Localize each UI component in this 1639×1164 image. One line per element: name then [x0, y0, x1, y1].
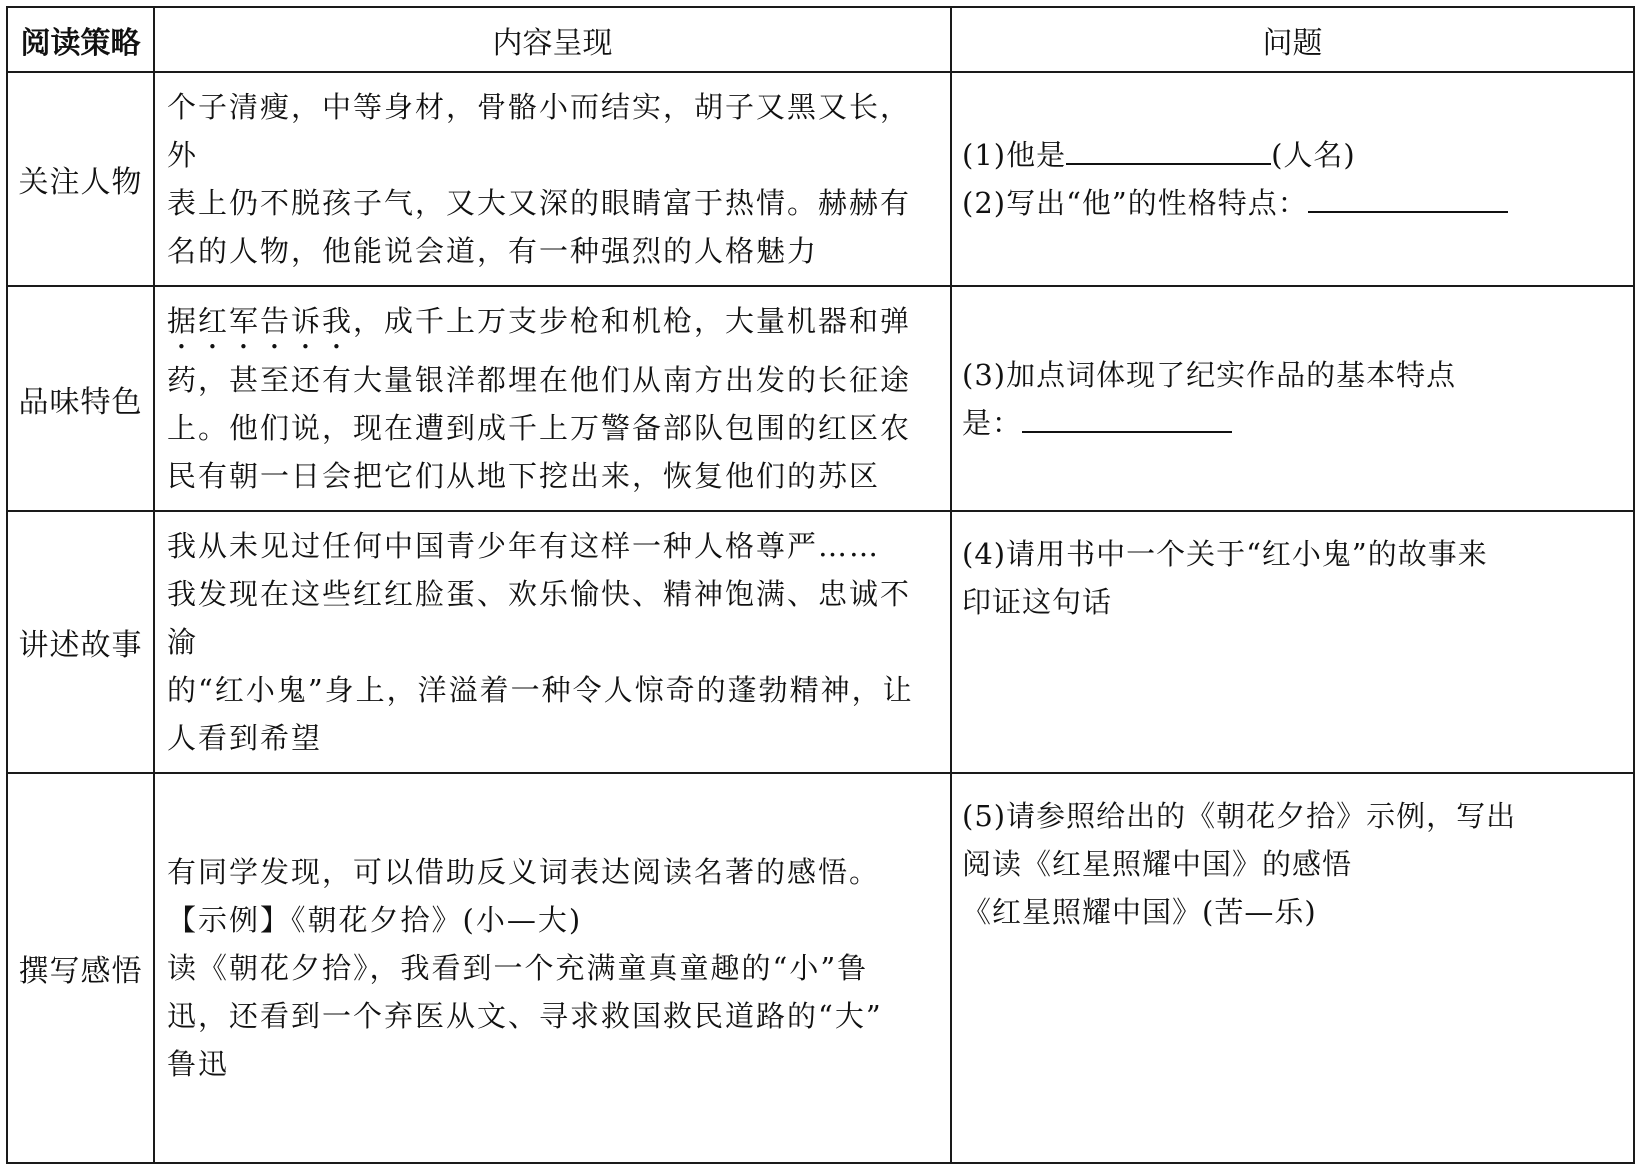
question-line: 印证这句话	[962, 585, 1113, 619]
content-line: 有同学发现，可以借助反义词表达阅读名著的感悟。	[167, 855, 881, 889]
content-cell	[154, 286, 951, 511]
answer-blank[interactable]	[1308, 181, 1508, 213]
question-text: (2)写出“他”的性格特点：	[962, 186, 1308, 220]
question-cell	[951, 72, 1634, 286]
content-line: 鲁迅	[167, 1047, 230, 1081]
question-line	[962, 179, 1625, 227]
strategy-cell: 关注人物	[7, 72, 154, 286]
content-line	[167, 297, 940, 356]
question-line: (5)请参照给出的《朝花夕拾》示例，写出	[962, 799, 1517, 833]
strategy-cell: 讲述故事	[7, 511, 154, 773]
question-text: 是：	[962, 405, 1023, 440]
content-line: 表上仍不脱孩子气，又大又深的眼睛富于热情。赫赫有	[167, 186, 912, 220]
content-line: 【示例】《朝花夕拾》(小—大)	[167, 903, 583, 937]
content-line: 我发现在这些红红脸蛋、欢乐愉快、精神饱满、忠诚不渝	[167, 577, 912, 659]
header-question: 问题	[951, 7, 1634, 72]
content-line: 名的人物，他能说会道，有一种强烈的人格魅力	[167, 234, 819, 268]
content-cell	[154, 511, 951, 773]
content-line: 上。他们说，现在遭到成千上万警备部队包围的红区农	[167, 411, 912, 445]
content-line: 个子清瘦，中等身材，骨骼小而结实，胡子又黑又长，外	[167, 90, 912, 172]
question-text: (1)他是	[962, 138, 1067, 172]
question-line: 阅读《红星照耀中国》的感悟	[962, 847, 1353, 881]
strategy-cell: 品味特色	[7, 286, 154, 511]
question-line	[962, 399, 1625, 447]
content-line: 药，甚至还有大量银洋都埋在他们从南方出发的长征途	[167, 363, 912, 397]
question-cell	[951, 511, 1634, 773]
answer-blank[interactable]	[1066, 133, 1271, 165]
answer-blank[interactable]	[1022, 401, 1232, 433]
content-line: 我从未见过任何中国青少年有这样一种人格尊严……	[167, 529, 881, 563]
table-row	[7, 72, 1634, 286]
table-row	[7, 286, 1634, 511]
content-line: 迅，还看到一个弃医从文、寻求救国救民道路的“大”	[167, 999, 883, 1033]
dotted-words: 据红军告诉我	[167, 304, 354, 338]
header-content: 内容呈现	[154, 7, 951, 72]
question-line: (3)加点词体现了纪实作品的基本特点	[962, 357, 1457, 392]
question-text: (人名)	[1271, 138, 1356, 172]
question-line: (4)请用书中一个关于“红小鬼”的故事来	[962, 537, 1488, 571]
table-header-row	[7, 7, 1634, 72]
reading-strategy-table	[6, 6, 1635, 1164]
content-cell	[154, 72, 951, 286]
content-line: 人看到希望	[167, 721, 323, 755]
content-line: 的“红小鬼”身上，洋溢着一种令人惊奇的蓬勃精神，让	[167, 673, 914, 707]
content-line: 读《朝花夕拾》，我看到一个充满童真童趣的“小”鲁	[167, 951, 869, 985]
question-cell	[951, 286, 1634, 511]
strategy-cell: 撰写感悟	[7, 773, 154, 1163]
content-text: ，成千上万支步枪和机枪，大量机器和弹	[353, 304, 912, 338]
content-line: 民有朝一日会把它们从地下挖出来，恢复他们的苏区	[167, 459, 881, 493]
question-line	[962, 131, 1625, 179]
header-strategy: 阅读策略	[7, 7, 154, 72]
question-line: 《红星照耀中国》(苦—乐)	[962, 895, 1317, 929]
table-row	[7, 511, 1634, 773]
